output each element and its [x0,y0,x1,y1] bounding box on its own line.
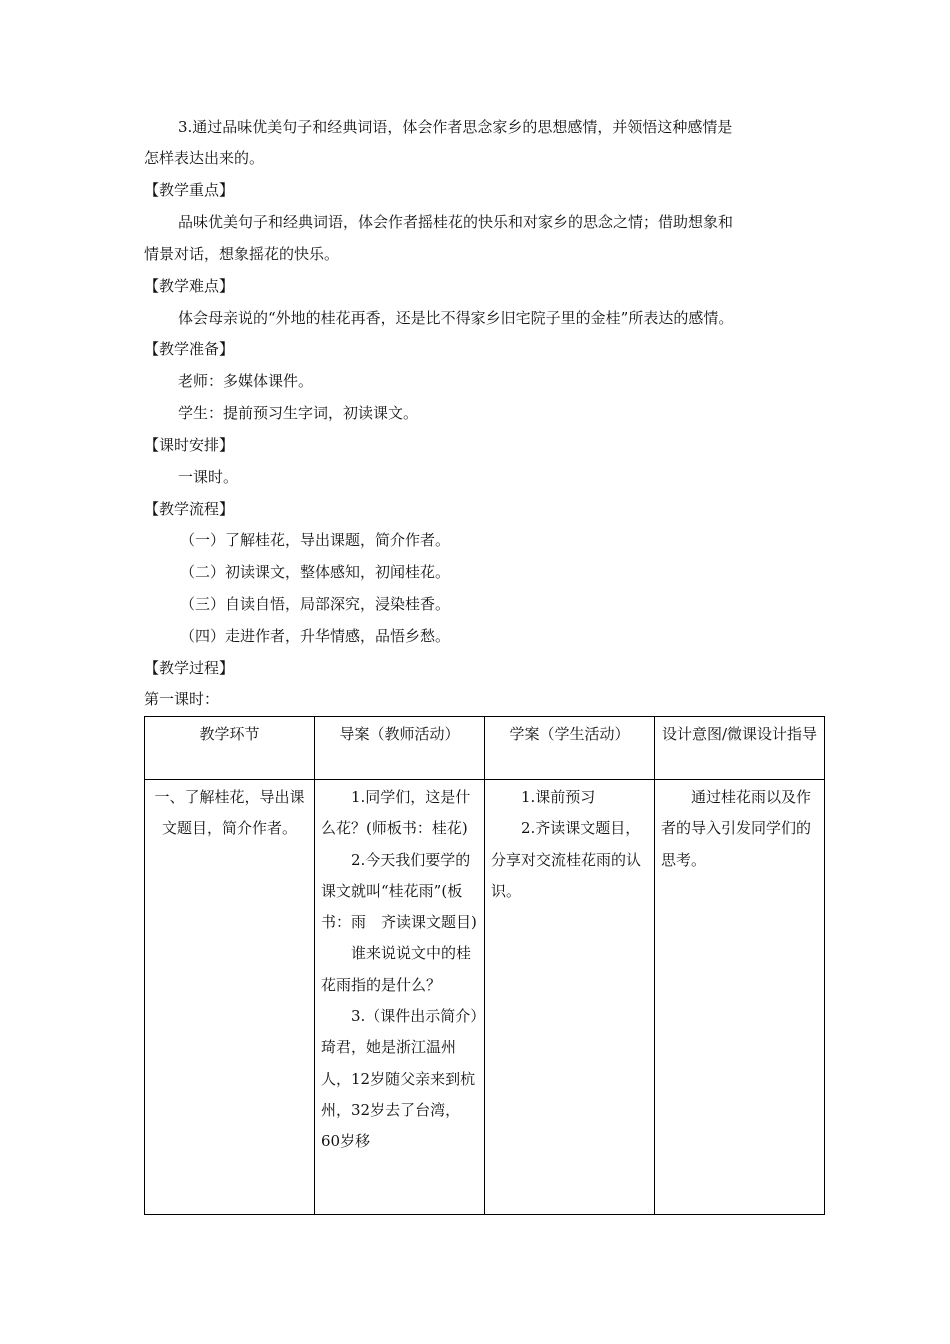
preparation-heading: 【教学准备】 [144,340,235,358]
key-points-line-2: 情景对话，想象摇花的快乐。 [144,245,340,263]
goal-3-line-2: 怎样表达出来的。 [144,149,265,167]
intent-text: 通过桂花雨以及作者的导入引发同学们的思考。 [661,788,812,869]
process-heading: 【教学过程】 [144,659,235,677]
flow-item-3: （三）自读自悟，局部深究，浸染桂香。 [180,595,451,613]
cell-teacher-activity [315,780,485,1215]
difficulty-heading: 【教学难点】 [144,277,235,295]
cell-design-intent [655,780,825,1215]
table-header-row [145,717,825,780]
table-row [145,780,825,1215]
teacher-step-2: 2.今天我们要学的课文就叫“桂花雨”(板书：雨 齐读课文题目) [321,850,477,932]
teacher-step-1: 1.同学们，这是什么花？(师板书：桂花) [321,788,471,838]
header-stage: 教学环节 [145,717,315,780]
header-design-intent: 设计意图/微课设计指导 [655,717,825,780]
cell-student-activity [485,780,655,1215]
cell-stage [145,780,315,1215]
header-teacher-activity: 导案（教师活动） [315,717,485,780]
student-step-1: 1.课前预习 [521,788,596,806]
lesson-table [144,716,825,1215]
key-points-heading: 【教学重点】 [144,181,235,199]
key-points-line-1: 品味优美句子和经典词语，体会作者摇桂花的快乐和对家乡的思念之情；借助想象和 [178,213,734,231]
flow-item-1: （一）了解桂花，导出课题，简介作者。 [180,531,451,549]
flow-item-4: （四）走进作者，升华情感，品悟乡愁。 [180,627,451,645]
schedule-text: 一课时。 [178,468,239,486]
student-step-2: 2.齐读课文题目，分享对交流桂花雨的认识。 [491,819,642,900]
schedule-heading: 【课时安排】 [144,436,235,454]
teacher-question: 谁来说说文中的桂花雨指的是什么？ [321,944,472,994]
preparation-teacher: 老师：多媒体课件。 [178,372,314,390]
flow-item-2: （二）初读课文，整体感知，初闻桂花。 [180,563,451,581]
flow-heading: 【教学流程】 [144,500,235,518]
header-student-activity: 学案（学生活动） [485,717,655,780]
preparation-student: 学生：提前预习生字词，初读课文。 [178,404,419,422]
stage-text: 一、了解桂花，导出课文题目，简介作者。 [154,788,305,838]
teacher-step-3: 3.（课件出示简介）琦君，她是浙江温州人，12岁随父亲来到杭州，32岁去了台湾，60岁移 [321,1007,478,1151]
first-lesson-label: 第一课时： [144,690,220,708]
goal-3-line-1: 3.通过品味优美句子和经典词语，体会作者思念家乡的思想感情，并领悟这种感情是 [178,118,733,136]
difficulty-line-1: 体会母亲说的“外地的桂花再香，还是比不得家乡旧宅院子里的金桂”所表达的感情。 [178,309,734,327]
